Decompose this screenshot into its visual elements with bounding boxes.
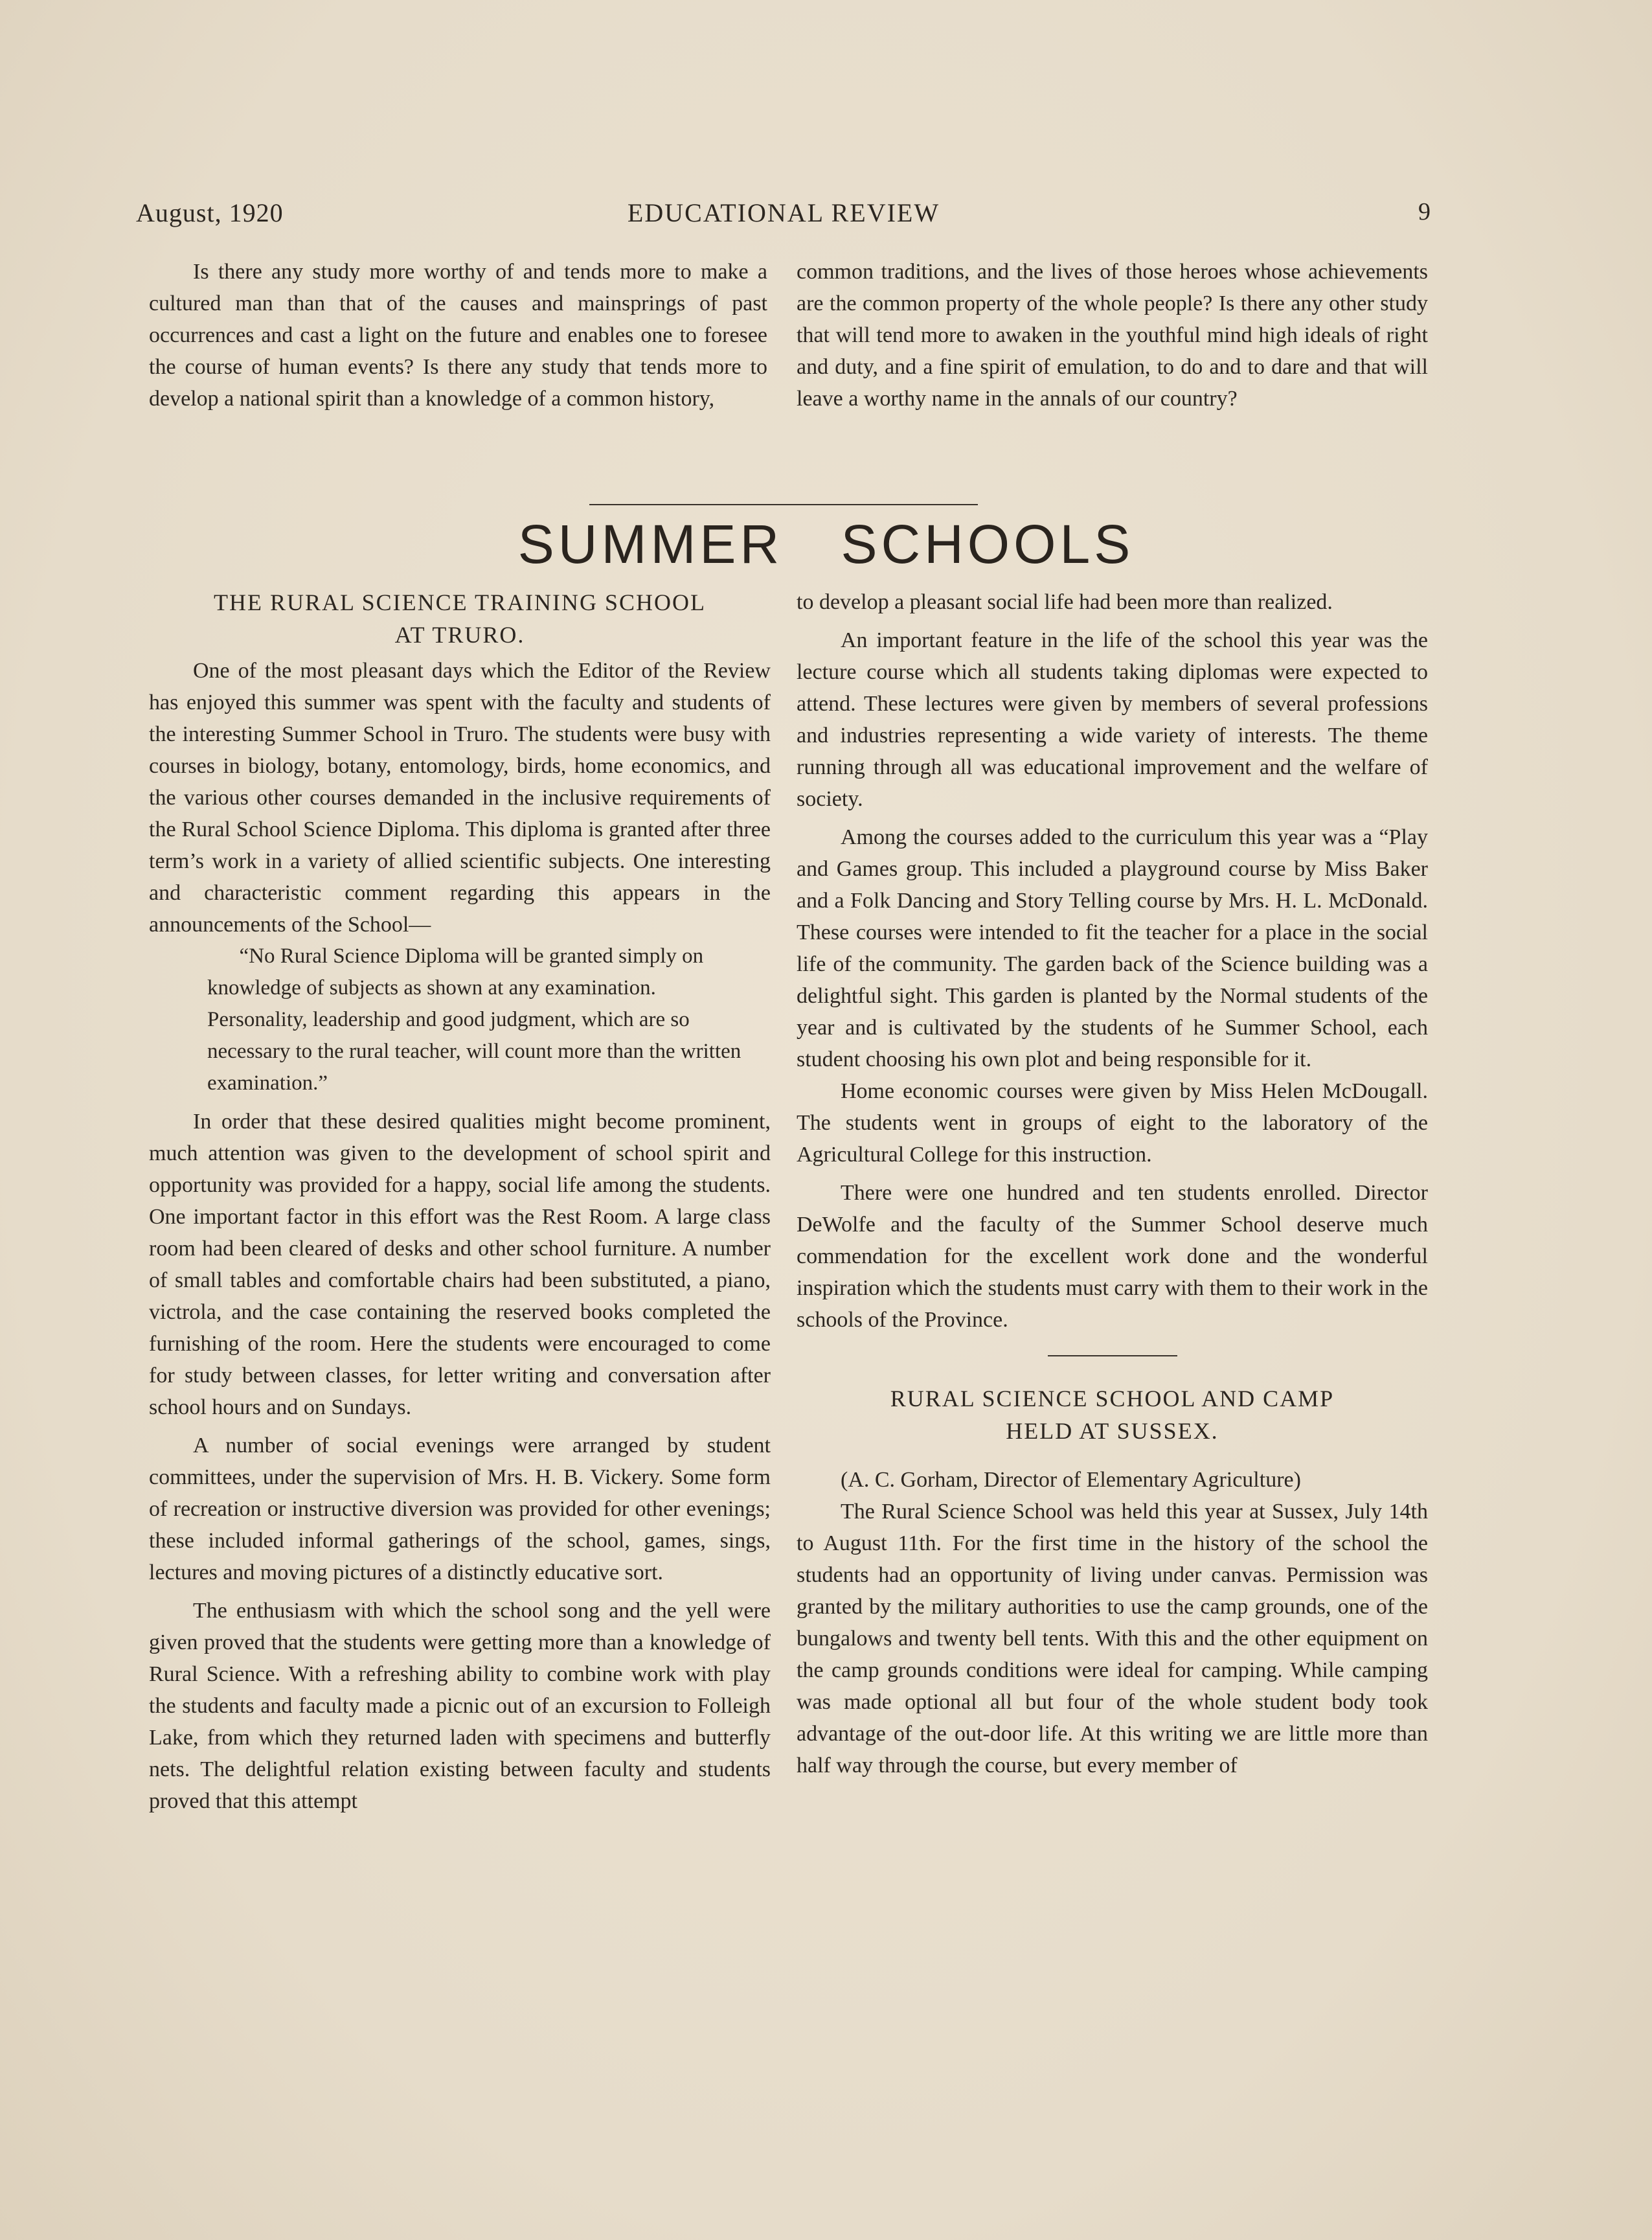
page-number: 9: [1418, 198, 1431, 225]
article2-byline: (A. C. Gorham, Director of Elementary Agriculture): [841, 1468, 1301, 1492]
article1-paragraph: One of the most pleasant days which the Editor of the Review has enjoyed this summer was spent with the faculty and students of the interesting Summer School in Truro. The students were busy with courses in biology, botany, entomology, birds, home economics, and the various other courses demanded in the inclusive requirements of the Rural School Science Diploma. This diploma is granted after three term’s work in a variety of allied scientific subjects. One interesting and characteristic comment regarding this appears in the announcements of the School—: [149, 659, 771, 937]
intro-right-text: common traditions, and the lives of those heroes whose achievements are the common property of the whole people? Is there any other study that will tend more to awaken in the youthful mind high ideals of right and duty, and a fine spirit of emulation, to do and to dare and that will leave a worthy name in the annals of our country?: [797, 260, 1428, 411]
right-column: [797, 586, 1428, 1781]
intro-right-column: [797, 256, 1428, 415]
article2-heading: [797, 1382, 1428, 1447]
article2-heading-line1: RURAL SCIENCE SCHOOL AND CAMP: [890, 1386, 1335, 1411]
intro-left-column: [149, 256, 767, 415]
article1-paragraph: An important feature in the life of the school this year was the lecture course which all students taking diplomas were expected to attend. These lectures were given by members of several professions and industries representing a wide variety of interests. The theme running through all was educational improvement and the welfare of society.: [797, 628, 1428, 811]
issue-date: August, 1920: [136, 198, 284, 227]
article1-paragraph: A number of social evenings were arranged by student committees, under the supervision of Mrs. H. B. Vickery. Some form of recreation or instructive diversion was provided for other evenings; these included informal gatherings of the school, games, sings, lectures and moving pictures of a distinctly educative sort.: [149, 1434, 771, 1584]
spacer: [797, 1171, 1428, 1177]
section-banner: SUMMER SCHOOLS: [517, 514, 1135, 575]
article1-heading-line1: THE RURAL SCIENCE TRAINING SCHOOL: [213, 589, 706, 615]
spacer: [797, 815, 1428, 821]
article1-heading-line2: AT TRURO.: [394, 622, 525, 648]
article1-paragraph: Home economic courses were given by Miss Helen McDougall. The students went in groups of eight to the laboratory of the Agricultural College for this instruction.: [797, 1079, 1428, 1167]
intro-left-text: Is there any study more worthy of and tends more to make a cultured man than that of the causes and mainsprings of past occurrences and cast a light on the future and enables one to foresee the course of human events? Is there any study that tends more to develop a national spirit than a knowledge of a common history,: [149, 260, 767, 411]
spacer: [149, 1099, 771, 1106]
spacer: [797, 1451, 1428, 1464]
spacer: [797, 1336, 1428, 1355]
article2-heading-line2: HELD AT SUSSEX.: [1006, 1418, 1219, 1444]
running-head: [136, 198, 1431, 236]
article1-paragraph: Among the courses added to the curriculum this year was a “Play and Games group. This included a playground course by Miss Baker and a Folk Dancing and Story Telling course by Mrs. H. L. McDonald. These courses were intended to fit the teacher for a place in the social life of the community. The garden back of the Science building was a delightful sight. This garden is planted by the Normal students of the year and is cultivated by the students of he Summer School, each student choosing his own plot and being responsible for it.: [797, 825, 1428, 1071]
banner-rule: [589, 504, 978, 505]
article1-paragraph: to develop a pleasant social life had been more than realized.: [797, 590, 1333, 614]
spacer: [149, 1588, 771, 1595]
spacer: [797, 618, 1428, 624]
article1-paragraph: In order that these desired qualities might become prominent, much attention was given to the development of school spirit and opportunity was provided for a happy, social life among the students. One important factor in this effort was the Rest Room. A large class room had been cleared of desks and other school furniture. A number of small tables and comfortable chairs had been substituted, a piano, victrola, and the case containing the reserved books completed the furnishing of the room. Here the students were encouraged to come for study between classes, for letter writing and conversation after school hours and on Sundays.: [149, 1110, 771, 1419]
spacer: [797, 1356, 1428, 1382]
article1-quote: “No Rural Science Diploma will be granted simply on knowledge of subjects as shown at any examination. Personality, leadership and good judgment, which are so necessary to the rural teacher, will count more than the written examination.”: [207, 944, 741, 1095]
article1-heading: [149, 586, 771, 651]
article2-paragraph: The Rural Science School was held this year at Sussex, July 14th to August 11th. For the first time in the history of the school the students had an opportunity of living under canvas. Permission was granted by the military authorities to use the camp grounds, one of the bungalows and twenty bell tents. With this and the other equipment on the camp grounds conditions were ideal for camping. While camping was made optional all but four of the whole student body took advantage of the out-door life. At this writing we are little more than half way through the course, but every member of: [797, 1500, 1428, 1777]
publication-title: EDUCATIONAL REVIEW: [627, 198, 940, 227]
spacer: [149, 1423, 771, 1430]
article1-paragraph: There were one hundred and ten students enrolled. Director DeWolfe and the faculty of the Summer School deserve much commendation for the excellent work done and the wonderful inspiration which the students must carry with them to their work in the schools of the Province.: [797, 1181, 1428, 1332]
left-column: [149, 586, 771, 1817]
article1-paragraph: The enthusiasm with which the school song and the yell were given proved that the students were getting more than a knowledge of Rural Science. With a refreshing ability to combine work with play the students and faculty made a picnic out of an excursion to Folleigh Lake, from which they returned laden with specimens and butterfly nets. The delightful relation existing between faculty and students proved that this attempt: [149, 1599, 771, 1813]
